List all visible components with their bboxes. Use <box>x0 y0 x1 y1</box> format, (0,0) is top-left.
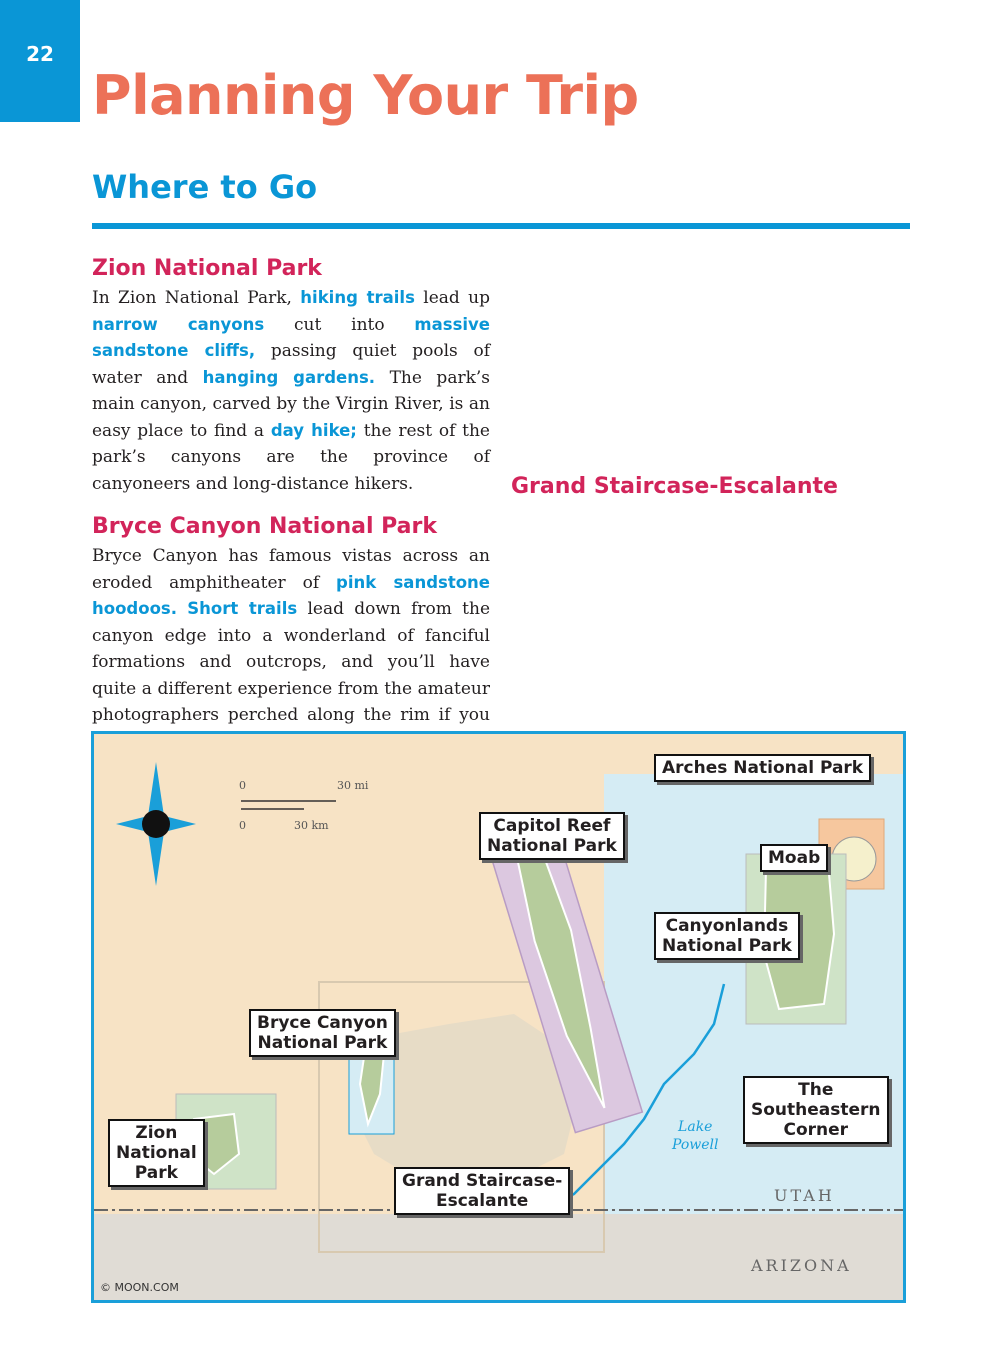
state-utah-label: UTAH <box>774 1186 835 1205</box>
paragraph-zion <box>92 285 490 497</box>
column-right-content <box>511 474 909 503</box>
highlight: Short trails <box>187 599 298 618</box>
highlight: hiking trails <box>300 288 415 307</box>
label-bryce <box>249 1009 396 1057</box>
scale-zero-mi: 0 <box>239 779 246 792</box>
text: The park’s main canyon, carved by the Virgin River, is an easy place to find a <box>92 367 491 441</box>
label-text: Corner <box>783 1120 849 1140</box>
label-zion <box>108 1119 205 1187</box>
heading-bryce: Bryce Canyon National Park <box>92 514 438 539</box>
lake-label-line: Lake <box>678 1119 713 1135</box>
map-credit: © MOON.COM <box>100 1281 179 1294</box>
title-rule <box>92 223 910 229</box>
page-number: 22 <box>26 42 54 66</box>
text: the rest of the park’s canyons are the province of canyoneers and long-distance hikers. <box>92 420 490 494</box>
paragraph-bryce <box>92 543 490 755</box>
text: Bryce Canyon has famous vistas across an eroded amphitheater of <box>92 546 490 593</box>
label-moab <box>760 844 828 872</box>
label-text: National Park <box>487 836 617 856</box>
highlight: pink sandstone hoodoos. <box>92 572 490 618</box>
label-arches <box>654 754 871 782</box>
label-text: Moab <box>768 848 821 868</box>
text <box>177 599 187 619</box>
label-text: Zion <box>135 1123 178 1143</box>
label-text: Grand Staircase- <box>402 1171 563 1191</box>
label-text: Capitol Reef <box>493 816 611 836</box>
label-capitol-reef <box>479 812 625 860</box>
label-text: Canyonlands <box>665 916 789 936</box>
label-grand-staircase <box>394 1167 570 1215</box>
section-title: Where to Go <box>92 168 318 206</box>
label-text: National Park <box>257 1033 388 1053</box>
label-text: National Park <box>662 936 792 956</box>
text: cut into <box>264 314 415 335</box>
scale-label-mi: 30 mi <box>337 779 369 792</box>
scale-zero-km: 0 <box>239 819 246 832</box>
region-map <box>91 731 906 1303</box>
label-text: National <box>116 1143 197 1163</box>
label-text: The <box>798 1080 834 1100</box>
label-text: Bryce Canyon <box>257 1013 388 1033</box>
heading-zion: Zion National Park <box>92 256 322 281</box>
highlight: massive sandstone cliffs, <box>92 314 490 360</box>
text: lead up <box>414 288 491 308</box>
highlight: day hike; <box>270 420 357 440</box>
text: lead down from the canyon edge into a wonderland of fanciful formations and outcrops, and you’ll have quite a different experience from the amateur photographers perched along the rim if you <box>92 599 491 725</box>
label-canyonlands <box>654 912 800 960</box>
compass-rose <box>116 762 196 886</box>
lake-powell-label <box>672 1118 719 1154</box>
column-left <box>92 256 490 755</box>
label-text: Southeastern <box>751 1100 881 1120</box>
highlight: narrow canyons <box>92 314 265 334</box>
highlight: hanging gardens. <box>202 367 376 387</box>
scale-label-km: 30 km <box>294 819 329 832</box>
heading-grand: Grand Staircase-Escalante <box>511 474 838 499</box>
text: In Zion National Park, <box>92 288 301 308</box>
label-text: Park <box>134 1163 178 1183</box>
state-arizona-label: ARIZONA <box>751 1256 852 1275</box>
label-text: Arches National Park <box>662 758 864 778</box>
label-text: Escalante <box>435 1191 529 1211</box>
label-southeastern-corner <box>743 1076 889 1144</box>
lake-label-line: Powell <box>672 1137 719 1153</box>
text: passing quiet pools of water and <box>92 341 490 388</box>
page-title: Planning Your Trip <box>92 64 639 127</box>
